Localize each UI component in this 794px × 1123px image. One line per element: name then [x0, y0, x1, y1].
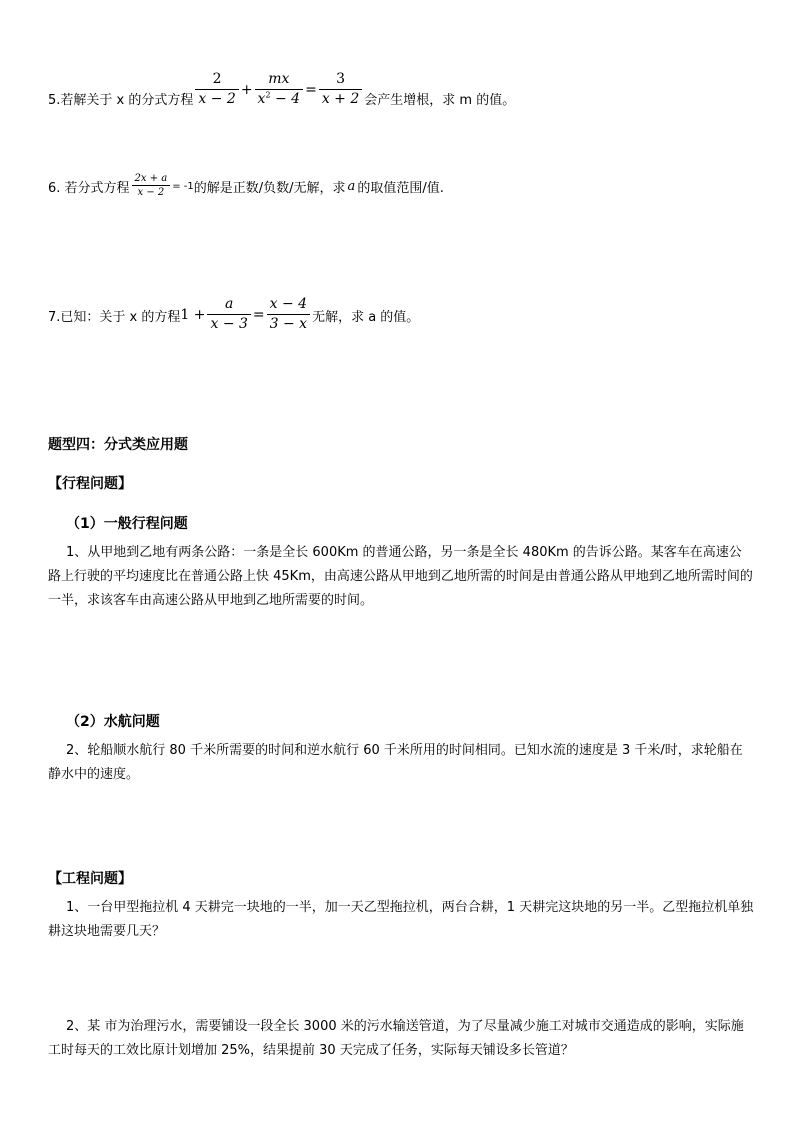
q7-prefix: 7.已知：关于 x 的方程 — [48, 309, 181, 325]
q5-plus: + — [240, 82, 253, 98]
engineering-heading: 【工程问题】 — [48, 871, 132, 887]
q5-fraction-3: $\frac{3}{x + 2}$ — [319, 71, 362, 108]
travel-subheading-2: （2）水航问题 — [66, 714, 160, 730]
q6-rhs: = -1 — [172, 180, 194, 192]
q7-suffix: 无解，求 a 的值。 — [312, 309, 420, 325]
q5-fraction-2: $\frac{mx}{x^2 - 4}$ — [255, 71, 304, 108]
q6-suffix-a: 的解是正数/负数/无解，求 — [193, 180, 346, 196]
section-4-title: 题型四：分式类应用题 — [48, 437, 188, 453]
q6-suffix-b: 的取值范围/值. — [357, 180, 444, 196]
q7-equals: = — [252, 307, 265, 323]
q5-equals: = — [305, 82, 317, 98]
question-6 — [48, 166, 444, 206]
question-5 — [48, 62, 515, 118]
travel-problem-1: 1、从甲地到乙地有两条公路：一条是全长 600Km 的普通公路，另一条是全长 480Km 的告诉公路。某客车在高速公路上行驶的平均速度比在普通公路上快 45Km，由高速公路从甲地到乙地所需的时间是由普通公路从甲地到乙地所需时间的一半，求该客车由高速公路从甲地到乙地所需要的时间。 — [48, 545, 753, 608]
question-7 — [48, 290, 419, 340]
engineering-problem-1: 1、一台甲型拖拉机 4 天耕完一块地的一半，加一天乙型拖拉机，两台合耕，1 天耕完这块地的另一半。乙型拖拉机单独耕这块地需要几天？ — [48, 900, 754, 939]
q5-fraction-1: $\frac{2}{x - 2}$ — [195, 71, 238, 108]
travel-heading: 【行程问题】 — [48, 476, 132, 492]
q6-prefix: 6. 若分式方程 — [48, 180, 130, 196]
q7-fraction-2: $\frac{x - 4}{3 - x}$ — [267, 296, 310, 333]
engineering-problem-2: 2、某 市为治理污水，需要铺设一段全长 3000 米的污水输送管道，为了尽量减少施工对城市交通造成的影响，实际施工时每天的工效比原计划增加 25%，结果提前 30 天完成了任务，实际每天铺设多长管道？ — [48, 1019, 744, 1058]
q5-prefix: 5.若解关于 x 的分式方程 — [48, 93, 194, 108]
q7-one-plus: 1 + — [180, 307, 206, 323]
q6-var: a — [347, 178, 356, 194]
q7-fraction-1: $\frac{a}{x - 3}$ — [207, 296, 250, 333]
q5-suffix: 会产生增根，求 m 的值。 — [364, 93, 516, 108]
q6-fraction: $\frac{2x + a}{x - 2}$ — [132, 173, 171, 200]
travel-problem-2: 2、轮船顺水航行 80 千米所需要的时间和逆水航行 60 千米所用的时间相同。已知水流的速度是 3 千米/时，求轮船在静水中的速度。 — [48, 743, 743, 782]
travel-subheading-1: （1）一般行程问题 — [66, 516, 188, 532]
